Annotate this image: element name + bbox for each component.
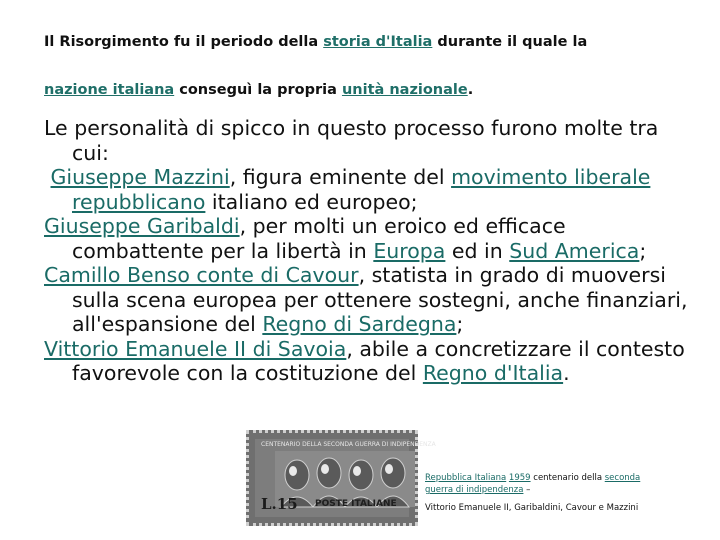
intro-text: .: [467, 82, 474, 98]
europa-link[interactable]: Europa: [373, 238, 446, 263]
paragraph-text: ed in: [445, 238, 510, 263]
stamp-header: CENTENARIO DELLA SECONDA GUERRA DI INDIPENDENZA: [261, 441, 436, 448]
cavour-paragraph: [44, 263, 694, 337]
seconda-guerra-link[interactable]: seconda guerra di indipendenza: [425, 473, 641, 495]
image-caption: [425, 472, 665, 514]
giuseppe-mazzini-link[interactable]: Giuseppe Mazzini: [50, 165, 230, 189]
cavour-link[interactable]: Camillo Benso conte di Cavour: [44, 263, 359, 287]
paragraph-text: ;: [639, 238, 647, 263]
stamp-label: POSTE ITALIANE: [315, 499, 397, 509]
regno-italia-link[interactable]: Regno d'Italia: [422, 361, 564, 385]
paragraph-text: ;: [456, 312, 464, 336]
intro-line-1: [44, 34, 684, 50]
regno-sardegna-link[interactable]: Regno di Sardegna: [262, 312, 457, 336]
vittorio-paragraph: [44, 337, 694, 386]
nazione-italiana-link[interactable]: nazione italiana: [44, 82, 175, 98]
vittorio-emanuele-link[interactable]: Vittorio Emanuele II di Savoia: [44, 336, 347, 361]
stamp-value: L.15: [261, 495, 298, 513]
paragraph-text: , figura eminente del: [229, 165, 452, 189]
movimento-liberale-link[interactable]: movimento liberale repubblicano: [72, 165, 651, 214]
main-text: [44, 116, 694, 386]
intro-text: conseguì la propria: [174, 82, 342, 98]
sud-america-link[interactable]: Sud America: [509, 238, 640, 263]
paragraph-text: , per molti un eroico ed efficace combattente per la libertà in: [72, 214, 566, 263]
intro-line-2: [44, 82, 684, 98]
caption-text: centenario della: [530, 473, 605, 483]
stamp-image: [246, 430, 436, 526]
year-1959-link[interactable]: 1959: [508, 473, 531, 483]
caption-line-1: [425, 472, 665, 496]
intro-text: durante il quale la: [432, 34, 588, 50]
caption-line-2: Vittorio Emanuele II, Garibaldini, Cavour e Mazzini: [425, 503, 639, 513]
paragraph-text: italiano ed europeo;: [205, 189, 418, 214]
unita-nazionale-link[interactable]: unità nazionale: [341, 82, 468, 98]
mazzini-paragraph: [44, 165, 694, 214]
intro-text: Il Risorgimento fu il periodo della: [44, 34, 324, 50]
paragraph-text: .: [563, 361, 570, 385]
repubblica-italiana-link[interactable]: Repubblica Italiana: [425, 473, 507, 483]
paragraph-text: , statista in grado di muoversi sulla scena europea per ottenere sostegni, anche finanziari, all'espansione del: [72, 263, 688, 336]
stamp-face: [255, 439, 436, 517]
storia-italia-link[interactable]: storia d'Italia: [323, 34, 433, 50]
caption-text: –: [523, 485, 531, 495]
lead-paragraph: Le personalità di spicco in questo processo furono molte tra cui:: [44, 116, 659, 165]
paragraph-text: , abile a concretizzare il contesto favorevole con la costituzione del: [72, 336, 685, 385]
garibaldi-paragraph: [44, 214, 694, 263]
giuseppe-garibaldi-link[interactable]: Giuseppe Garibaldi: [44, 214, 240, 238]
